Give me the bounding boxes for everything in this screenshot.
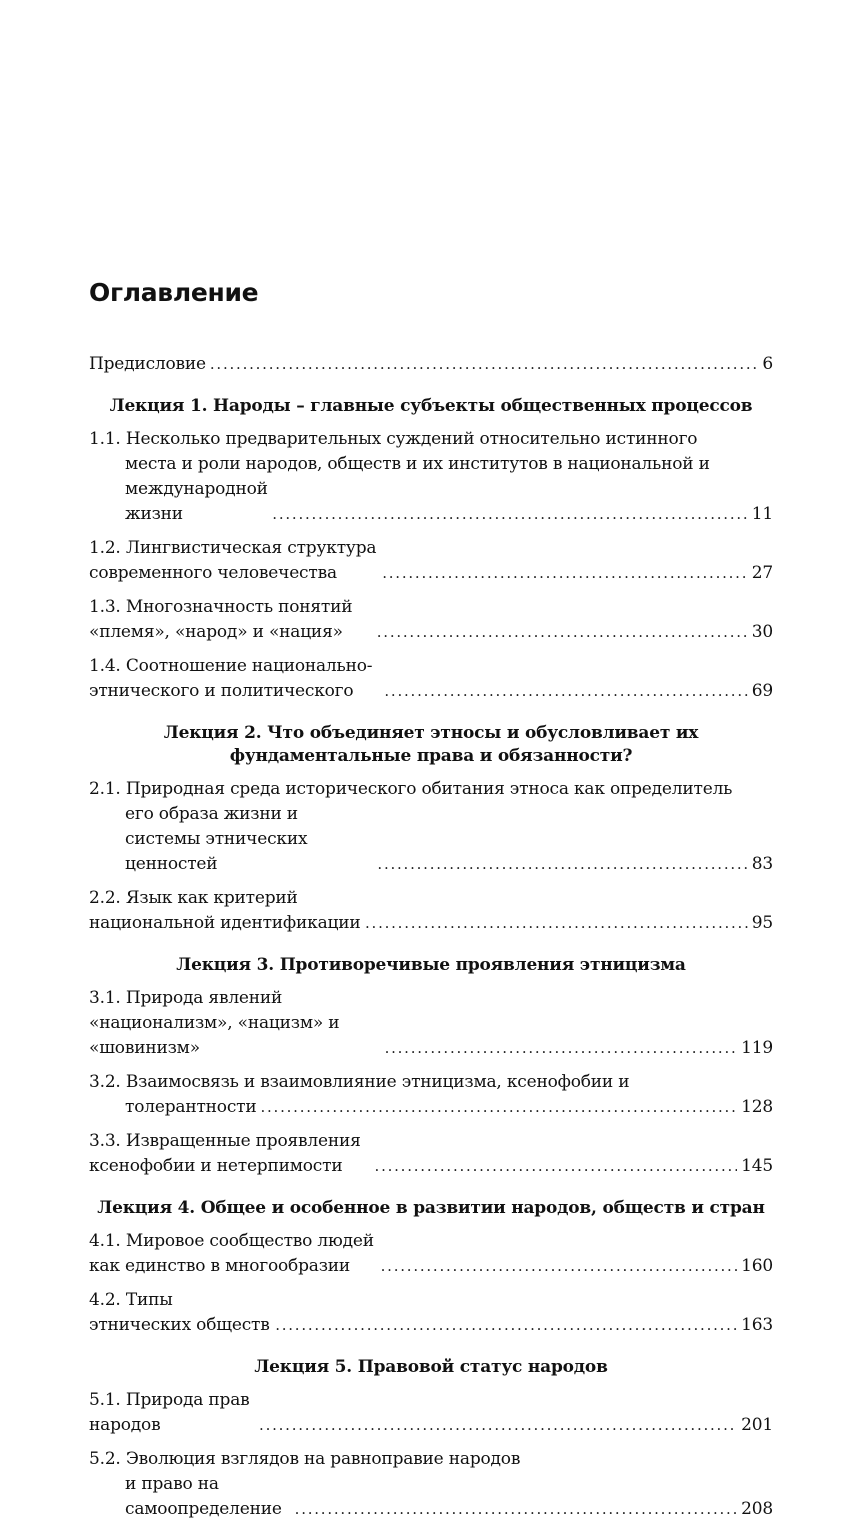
page-number: 11 <box>751 504 773 524</box>
toc-entry-2-2[interactable]: 2.2. Язык как критерий национальной идентификации . . . 95 <box>89 886 773 936</box>
dot-leader <box>385 1036 738 1061</box>
toc-entry-1-1[interactable]: 1.1. Несколько предварительных суждений относительно истинного места и роли народов, обществ и их институтов в национальной и международной жизни . . . 11 <box>89 427 773 527</box>
toc-entry-5-2[interactable]: 5.2. Эволюция взглядов на равноправие народов и право на самоопределение . . . 208 <box>89 1447 773 1522</box>
dot-leader <box>259 1413 737 1438</box>
page-number: 83 <box>751 854 773 874</box>
page-number: 160 <box>741 1256 773 1276</box>
lecture-heading: Лекция 1. Народы – главные субъекты общественных процессов <box>109 396 753 416</box>
dot-leader <box>210 352 758 377</box>
toc-entry-3-3[interactable]: 3.3. Извращенные проявления ксенофобии и нетерпимости . . . 145 <box>89 1129 773 1179</box>
page-number: 95 <box>751 913 773 933</box>
page-number: 69 <box>751 681 773 701</box>
toc-entry-1-4[interactable]: 1.4. Соотношение национально-этнического и политического . . . 69 <box>89 654 773 704</box>
toc-entry-2-1[interactable]: 2.1. Природная среда исторического обитания этноса как определитель его образа жизни и системы этнических ценностей . . . 83 <box>89 777 773 877</box>
lecture-heading: Лекция 2. Что объединяет этносы и обусловливает их фундаментальные права и обязанности? <box>163 723 699 766</box>
toc-entry-4-2[interactable]: 4.2. Типы этнических обществ . . . 163 <box>89 1288 773 1338</box>
page-number: 119 <box>741 1038 773 1058</box>
page-title: Оглавление <box>89 278 259 307</box>
page-number: 6 <box>762 354 773 374</box>
toc-entry-5-1[interactable]: 5.1. Природа прав народов . . . 201 <box>89 1388 773 1438</box>
page-number: 208 <box>741 1499 773 1519</box>
dot-leader <box>382 561 748 586</box>
toc-entry-1-2[interactable]: 1.2. Лингвистическая структура современного человечества . . . 27 <box>89 536 773 586</box>
toc-entry-4-1[interactable]: 4.1. Мировое сообщество людей как единство в многообразии . . . 160 <box>89 1229 773 1279</box>
dot-leader <box>377 852 747 877</box>
page-number: 201 <box>741 1415 773 1435</box>
dot-leader <box>272 502 747 527</box>
lecture-heading: Лекция 3. Противоречивые проявления этницизма <box>176 955 686 975</box>
table-of-contents <box>89 352 773 1522</box>
toc-entry-3-2[interactable]: 3.2. Взаимосвязь и взаимовлияние этницизма, ксенофобии и толерантности . . . 128 <box>89 1070 773 1120</box>
dot-leader <box>260 1095 737 1120</box>
toc-entry-1-3[interactable]: 1.3. Многозначность понятий «племя», «народ» и «нация» . . . 30 <box>89 595 773 645</box>
dot-leader <box>384 679 747 704</box>
page-number: 163 <box>741 1315 773 1335</box>
dot-leader <box>365 911 748 936</box>
page-number: 145 <box>741 1156 773 1176</box>
page-number: 128 <box>741 1097 773 1117</box>
page-number: 30 <box>751 622 773 642</box>
toc-entry-3-1[interactable]: 3.1. Природа явлений «национализм», «нацизм» и «шовинизм» . . . 119 <box>89 986 773 1061</box>
dot-leader <box>295 1497 737 1522</box>
page-number: 27 <box>751 563 773 583</box>
toc-entry-label: Предисловие <box>89 354 206 374</box>
lecture-heading: Лекция 5. Правовой статус народов <box>254 1357 608 1377</box>
toc-entry-preface[interactable] <box>89 352 773 377</box>
dot-leader <box>275 1313 737 1338</box>
dot-leader <box>377 620 748 645</box>
dot-leader <box>381 1254 738 1279</box>
lecture-heading: Лекция 4. Общее и особенное в развитии народов, обществ и стран <box>97 1198 765 1218</box>
dot-leader <box>375 1154 738 1179</box>
